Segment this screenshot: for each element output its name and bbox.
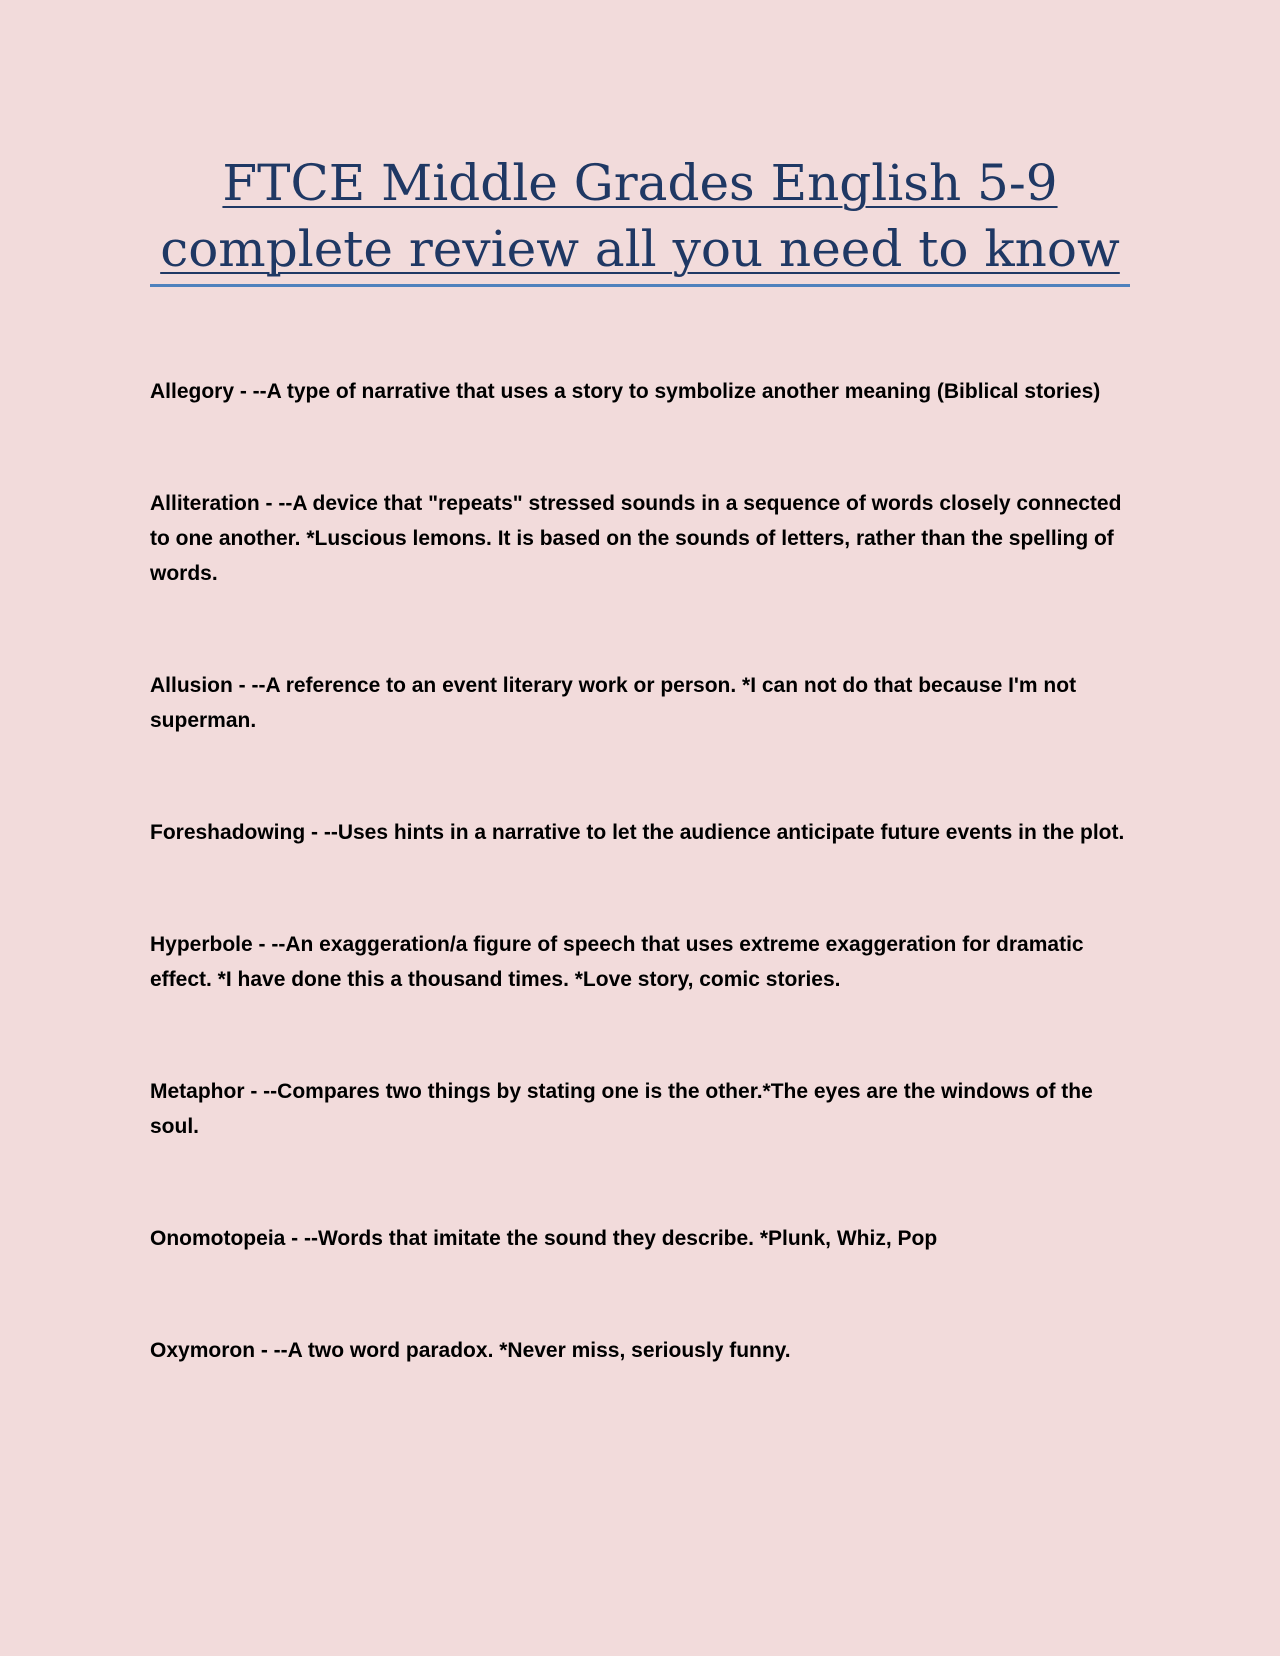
document-title: FTCE Middle Grades English 5-9 complete review all you need to know	[160, 154, 1120, 278]
glossary-entry-allusion: Allusion - --A reference to an event literary work or person. *I can not do that because I'm not superman.	[150, 674, 1077, 732]
title-block	[150, 150, 1130, 282]
document-page	[150, 0, 1130, 1656]
title-divider	[150, 284, 1130, 287]
glossary-entry-hyperbole: Hyperbole - --An exaggeration/a figure of speech that uses extreme exaggeration for dramatic effect. *I have done this a thousand times. *Love story, comic stories.	[150, 933, 1084, 991]
glossary-entry-allegory: Allegory - --A type of narrative that uses a story to symbolize another meaning (Biblical stories)	[150, 380, 1101, 403]
glossary-entry-metaphor: Metaphor - --Compares two things by stating one is the other.*The eyes are the windows of the soul.	[150, 1080, 1093, 1138]
glossary-entry-foreshadowing: Foreshadowing - --Uses hints in a narrative to let the audience anticipate future events in the plot.	[150, 821, 1125, 844]
glossary-entry-alliteration: Alliteration - --A device that "repeats" stressed sounds in a sequence of words closely connected to one another. *Luscious lemons. It is based on the sounds of letters, rather than the spelling of words.	[150, 492, 1122, 585]
glossary-list	[150, 374, 1130, 1445]
glossary-entry-oxymoron: Oxymoron - --A two word paradox. *Never miss, seriously funny.	[150, 1339, 791, 1362]
glossary-entry-onomatopoeia: Onomotopeia - --Words that imitate the sound they describe. *Plunk, Whiz, Pop	[150, 1227, 938, 1250]
